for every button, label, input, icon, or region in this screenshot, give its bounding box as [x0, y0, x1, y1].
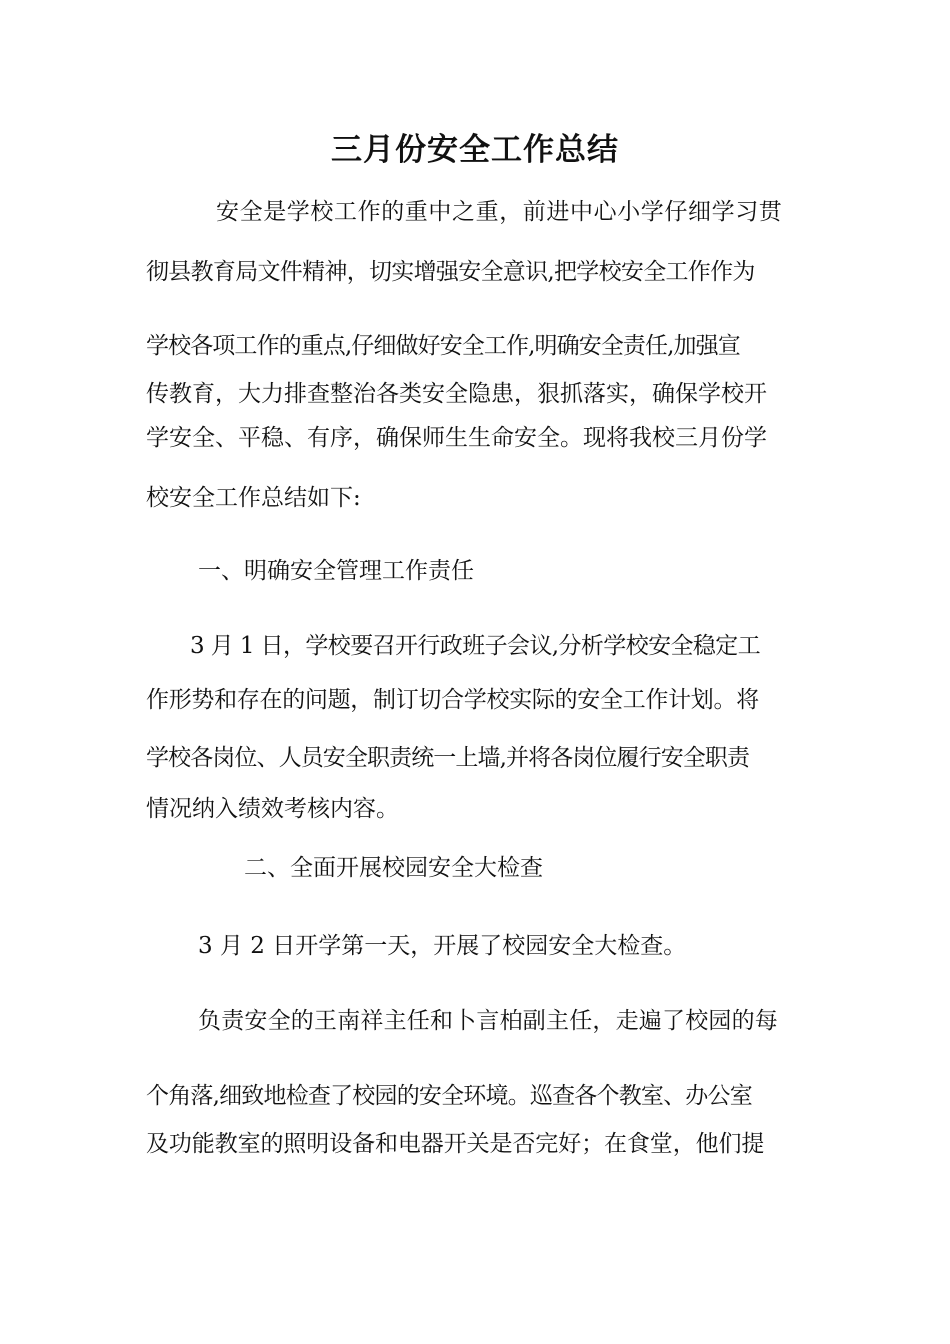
paragraph-line: 个角落,细致地检查了校园的安全环境。巡查各个教室、办公室 [146, 1083, 752, 1109]
document-title: 三月份安全工作总结 [331, 132, 619, 168]
paragraph-line: 学安全、平稳、有序，确保师生生命安全。现将我校三月份学 [146, 425, 767, 451]
paragraph-line: 情况纳入绩效考核内容。 [146, 796, 399, 822]
paragraph-line: 3 月 1 日，学校要召开行政班子会议,分析学校安全稳定工 [190, 633, 761, 659]
paragraph-line: 及功能教室的照明设备和电器开关是否完好；在食堂，他们提 [146, 1131, 765, 1157]
section-heading: 二、全面开展校园安全大检查 [244, 855, 543, 881]
paragraph-line: 彻县教育局文件精神，切实增强安全意识,把学校安全工作作为 [146, 259, 755, 285]
section-heading: 一、明确安全管理工作责任 [198, 558, 474, 584]
paragraph-line: 学校各项工作的重点,仔细做好安全工作,明确安全责任,加强宣 [146, 333, 740, 359]
paragraph-line: 学校各岗位、人员安全职责统一上墙,并将各岗位履行安全职责 [146, 745, 750, 771]
paragraph-line: 负责安全的王南祥主任和卜言柏副主任，走遍了校园的每 [198, 1008, 778, 1034]
paragraph-line: 3 月 2 日开学第一天，开展了校园安全大检查。 [198, 933, 687, 959]
paragraph-line: 作形势和存在的问题，制订切合学校实际的安全工作计划。将 [146, 687, 759, 713]
paragraph-line: 传教育，大力排查整治各类安全隐患，狠抓落实，确保学校开 [146, 381, 767, 407]
paragraph-line: 校安全工作总结如下: [146, 485, 361, 511]
paragraph-line: 安全是学校工作的重中之重，前进中心小学仔细学习贯 [216, 199, 783, 225]
